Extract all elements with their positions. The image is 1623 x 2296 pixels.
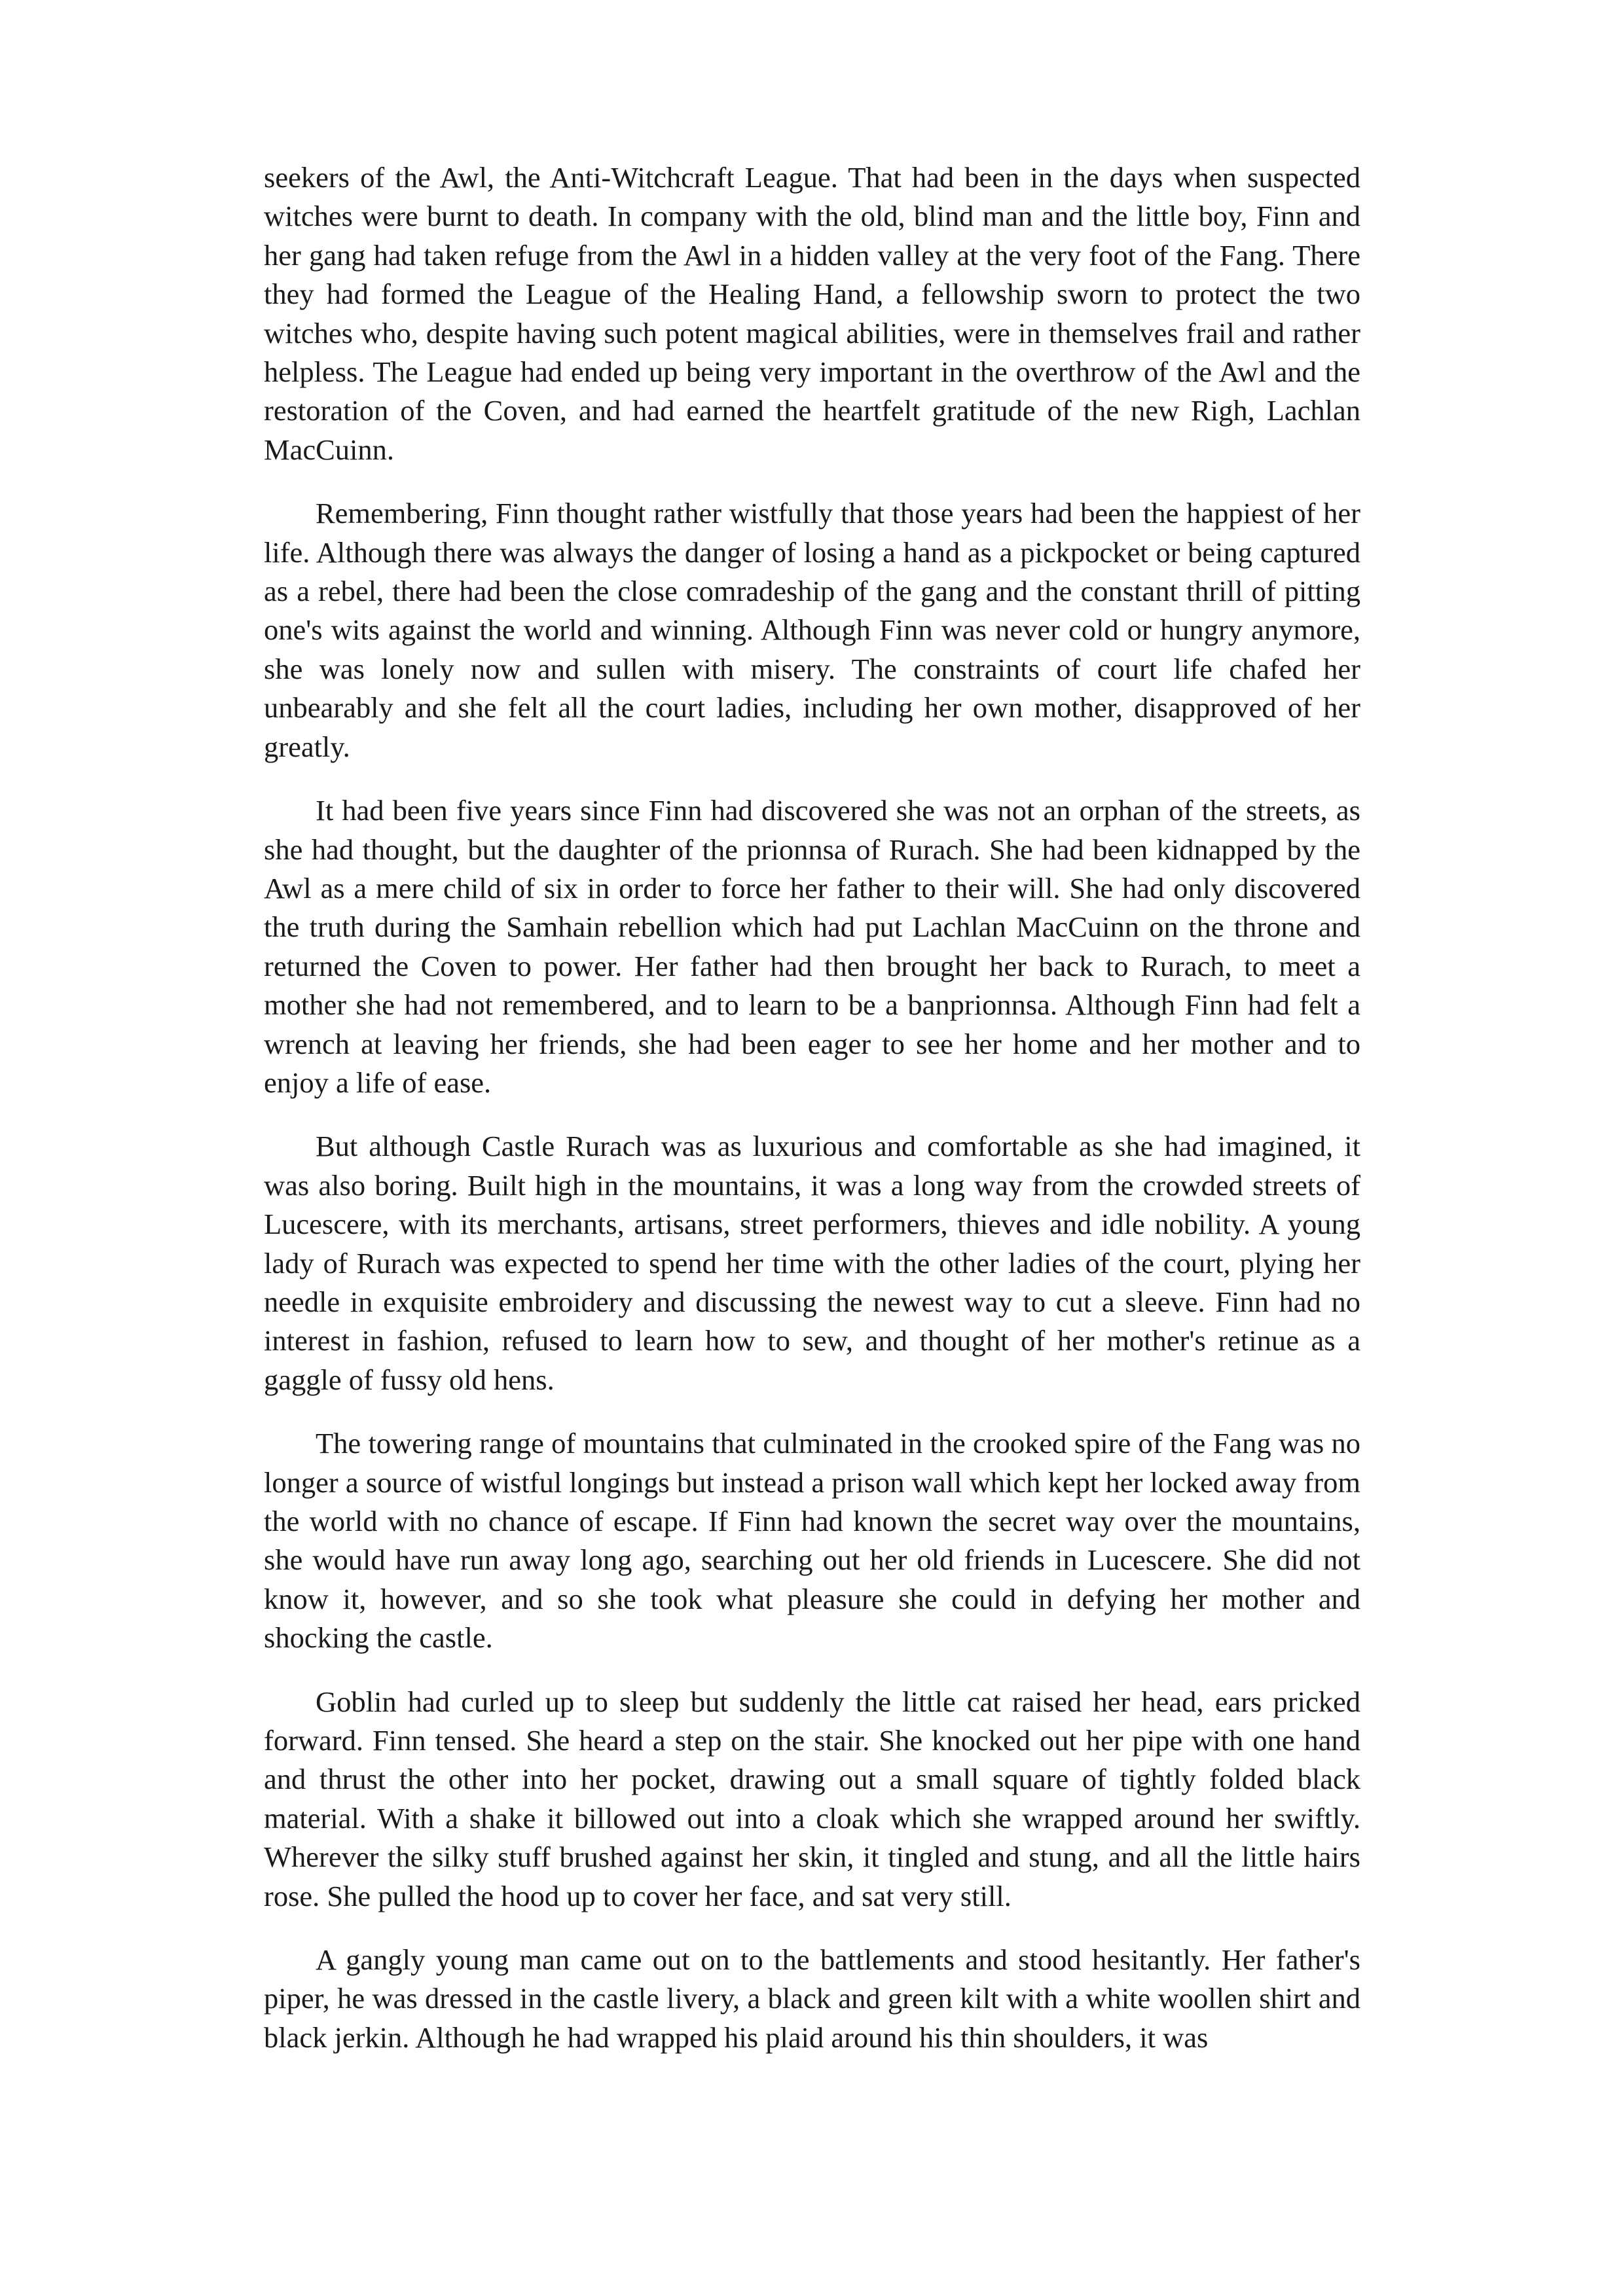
paragraph-3: It had been five years since Finn had discovered she was not an orphan of the streets, as she had thought, but the daughter of the prionnsa of Rurach. She had been kidnapped by the Awl as a mere child of six in order to force her father to their will. She had only discovered the truth during the Samhain rebellion which had put Lachlan MacCuinn on the throne and returned the Coven to power. Her father had then brought her back to Rurach, to meet a mother she had not remembered, and to learn to be a banprionnsa. Although Finn had felt a wrench at leaving her friends, she had been eager to see her home and her mother and to enjoy a life of ease. bbox=[264, 794, 1360, 1099]
paragraph-6: Goblin had curled up to sleep but suddenly the little cat raised her head, ears pricked forward. Finn tensed. She heard a step on the stair. She knocked out her pipe with one hand and thrust the other into her pocket, drawing out a small square of tightly folded black material. With a shake it billowed out into a cloak which she wrapped around her swiftly. Wherever the silky stuff brushed against her skin, it tingled and stung, and all the little hairs rose. She pulled the hood up to cover her face, and sat very still. bbox=[264, 1685, 1360, 1912]
paragraph-5: The towering range of mountains that culminated in the crooked spire of the Fang was no longer a source of wistful longings but instead a prison wall which kept her locked away from the world with no chance of escape. If Finn had known the secret way over the mountains, she would have run away long ago, searching out her old friends in Lucescere. She did not know it, however, and so she took what pleasure she could in defying her mother and shocking the castle. bbox=[264, 1427, 1360, 1655]
paragraph-4: But although Castle Rurach was as luxurious and comfortable as she had imagined, it was also boring. Built high in the mountains, it was a long way from the crowded streets of Lucescere, with its merchants, artisans, street performers, thieves and idle nobility. A young lady of Rurach was expected to spend her time with the other ladies of the court, plying her needle in exquisite embroidery and discussing the newest way to cut a sleeve. Finn had no interest in fashion, refused to learn how to sew, and thought of her mother's retinue as a gaggle of fussy old hens. bbox=[264, 1130, 1360, 1396]
paragraph-2: Remembering, Finn thought rather wistfully that those years had been the happiest of her life. Although there was always the danger of losing a hand as a pickpocket or being captured as a rebel, there had been the close comradeship of the gang and the constant thrill of pitting one's wits against the world and winning. Although Finn was never cold or hungry anymore, she was lonely now and sullen with misery. The constraints of court life chafed her unbearably and she felt all the court ladies, including her own mother, disapproved of her greatly. bbox=[264, 497, 1360, 763]
body-text bbox=[264, 158, 1360, 2057]
paragraph-7: A gangly young man came out on to the battlements and stood hesitantly. Her father's piper, he was dressed in the castle livery, a black and green kilt with a white woollen shirt and black jerkin. Although he had wrapped his plaid around his thin shoulders, it was bbox=[264, 1943, 1360, 2054]
paragraph-1: seekers of the Awl, the Anti-Witchcraft League. That had been in the days when suspected witches were burnt to death. In company with the old, blind man and the little boy, Finn and her gang had taken refuge from the Awl in a hidden valley at the very foot of the Fang. There they had formed the League of the Healing Hand, a fellowship sworn to protect the two witches who, despite having such potent magical abilities, were in themselves frail and rather helpless. The League had ended up being very important in the overthrow of the Awl and the restoration of the Coven, and had earned the heartfelt gratitude of the new Righ, Lachlan MacCuinn. bbox=[264, 161, 1360, 466]
